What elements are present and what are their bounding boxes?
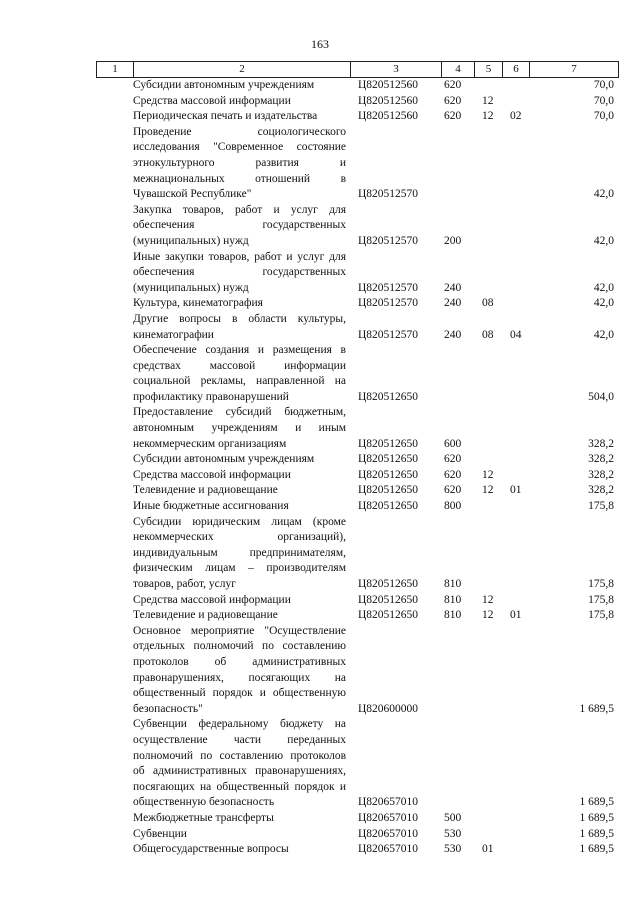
row-name: Субсидии автономным учреждениям [133,79,315,91]
column-header-5: 5 [474,62,502,77]
row-amount: 42,0 [593,328,614,341]
row-col4: 620 [444,79,462,91]
table-row [96,608,619,624]
row-name: Средства массовой информации [133,94,291,107]
row-name: Общегосударственные вопросы [133,843,289,856]
row-col4: 620 [444,468,462,481]
table-row [96,827,619,843]
row-name: Обеспечение создания и размещения в средствах массовой информации социальной рекламы, направленной на профилактику правонарушений [133,344,346,403]
page-number: 163 [311,37,329,51]
table-row [96,109,619,125]
row-amount: 42,0 [593,234,614,247]
row-code: Ц820512570 [358,234,419,247]
table-row [96,593,619,609]
row-name: Межбюджетные трансферты [133,811,274,824]
row-amount: 70,0 [593,79,614,91]
row-amount: 42,0 [593,281,614,294]
row-col5: 12 [482,110,494,123]
table-row [96,78,619,94]
row-code: Ц820512560 [358,110,419,123]
row-code: Ц820657010 [358,811,419,824]
row-name: Периодическая печать и издательства [133,110,318,123]
table-row [96,811,619,827]
row-name: Телевидение и радиовещание [133,484,278,497]
row-col4: 810 [444,609,462,622]
row-col6: 01 [510,609,522,622]
row-amount: 175,8 [588,500,614,513]
row-col4: 620 [444,484,462,497]
row-col4: 530 [444,827,462,840]
row-name: Основное мероприятие "Осуществление отдельных полномочий по составлению протоколов об административных правонарушениях, посягающих на общественный порядок и общественную безопасность" [133,624,346,715]
row-code: Ц820512650 [358,468,419,481]
row-code: Ц820512650 [358,593,419,606]
row-amount: 1 689,5 [579,827,614,840]
row-code: Ц820512570 [358,328,419,341]
row-col6: 04 [510,328,522,341]
row-name: Другие вопросы в области культуры, кинематографии [133,312,346,341]
row-name: Субвенции федеральному бюджету на осуществление части переданных полномочий по составлению протоколов об административных правонарушениях, посягающих на общественный порядок и общественную безопасность [133,718,346,809]
table-row [96,250,619,297]
table-row [96,94,619,110]
row-col5: 12 [482,484,494,497]
row-amount: 42,0 [593,188,614,201]
row-code: Ц820657010 [358,796,419,809]
row-col6: 02 [510,110,522,123]
row-col4: 810 [444,593,462,606]
row-amount: 175,8 [588,609,614,622]
row-col4: 240 [444,297,462,310]
row-col4: 620 [444,453,462,466]
row-name: Иные закупки товаров, работ и услуг для обеспечения государственных (муниципальных) нужд [133,250,346,294]
row-code: Ц820512650 [358,453,419,466]
row-amount: 504,0 [588,390,614,403]
table-row [96,624,619,718]
table-row [96,499,619,515]
row-col6: 01 [510,484,522,497]
row-name: Закупка товаров, работ и услуг для обеспечения государственных (муниципальных) нужд [133,203,346,247]
table-header-row [96,61,619,78]
row-amount: 328,2 [588,453,614,466]
row-amount: 70,0 [593,110,614,123]
row-amount: 1 689,5 [579,811,614,824]
row-name: Культура, кинематография [133,297,263,310]
column-header-4: 4 [441,62,474,77]
budget-table [96,61,619,858]
row-col4: 200 [444,234,462,247]
row-code: Ц820512560 [358,79,419,91]
table-row [96,312,619,343]
row-name: Иные бюджетные ассигнования [133,500,289,513]
row-name: Предоставление субсидий бюджетным, автономным учреждениям и иным некоммерческим организациям [133,406,346,450]
table-row [96,842,619,858]
row-amount: 70,0 [593,94,614,107]
table-row [96,717,619,811]
row-col4: 810 [444,578,462,590]
row-code: Ц820512570 [358,297,419,310]
table-row [96,125,619,203]
row-amount: 175,8 [588,578,614,590]
row-code: Ц820512650 [358,390,419,403]
row-col4: 600 [444,437,462,450]
row-code: Ц820512650 [358,500,419,513]
row-col4: 240 [444,281,462,294]
table-row [96,405,619,452]
row-amount: 328,2 [588,437,614,450]
row-col4: 500 [444,811,462,824]
table-row [96,203,619,250]
table-row [96,452,619,468]
row-code: Ц820512650 [358,609,419,622]
row-amount: 328,2 [588,468,614,481]
row-amount: 328,2 [588,484,614,497]
row-amount: 175,8 [588,593,614,606]
row-name: Субсидии юридическим лицам (кроме некоммерческих организаций), индивидуальным предпринимателям, физическим лицам – производителям товаров, работ, услуг [133,515,346,590]
row-col4: 800 [444,500,462,513]
row-name: Проведение социологического исследования "Современное состояние этнокультурного развития и межнациональных отношений в Чувашской Республике" [133,125,346,201]
row-code: Ц820512650 [358,437,419,450]
row-name: Средства массовой информации [133,593,291,606]
row-col5: 12 [482,468,494,481]
row-name: Субвенции [133,827,187,840]
table-row [96,296,619,312]
column-header-2: 2 [133,62,350,77]
row-col4: 620 [444,94,462,107]
row-col5: 08 [482,328,494,341]
table-row [96,483,619,499]
column-header-6: 6 [502,62,529,77]
row-col5: 12 [482,94,494,107]
row-code: Ц820512570 [358,188,419,201]
row-col4: 240 [444,328,462,341]
row-col4: 620 [444,110,462,123]
row-col4: 530 [444,843,462,856]
table-body [96,78,619,858]
row-code: Ц820600000 [358,702,419,715]
row-amount: 1 689,5 [579,843,614,856]
row-name: Средства массовой информации [133,468,291,481]
row-code: Ц820657010 [358,827,419,840]
row-code: Ц820512570 [358,281,419,294]
row-name: Телевидение и радиовещание [133,609,278,622]
row-code: Ц820512650 [358,484,419,497]
column-header-3: 3 [350,62,441,77]
column-header-7: 7 [529,62,619,77]
table-row [96,343,619,405]
row-col5: 01 [482,843,494,856]
row-name: Субсидии автономным учреждениям [133,453,315,466]
row-col5: 08 [482,297,494,310]
row-col5: 12 [482,609,494,622]
row-amount: 1 689,5 [579,796,614,809]
table-row [96,515,619,593]
row-amount: 42,0 [593,297,614,310]
column-header-1: 1 [96,62,133,77]
row-code: Ц820512560 [358,94,419,107]
row-amount: 1 689,5 [579,702,614,715]
row-code: Ц820657010 [358,843,419,856]
row-col5: 12 [482,593,494,606]
table-row [96,468,619,484]
row-code: Ц820512650 [358,578,419,590]
